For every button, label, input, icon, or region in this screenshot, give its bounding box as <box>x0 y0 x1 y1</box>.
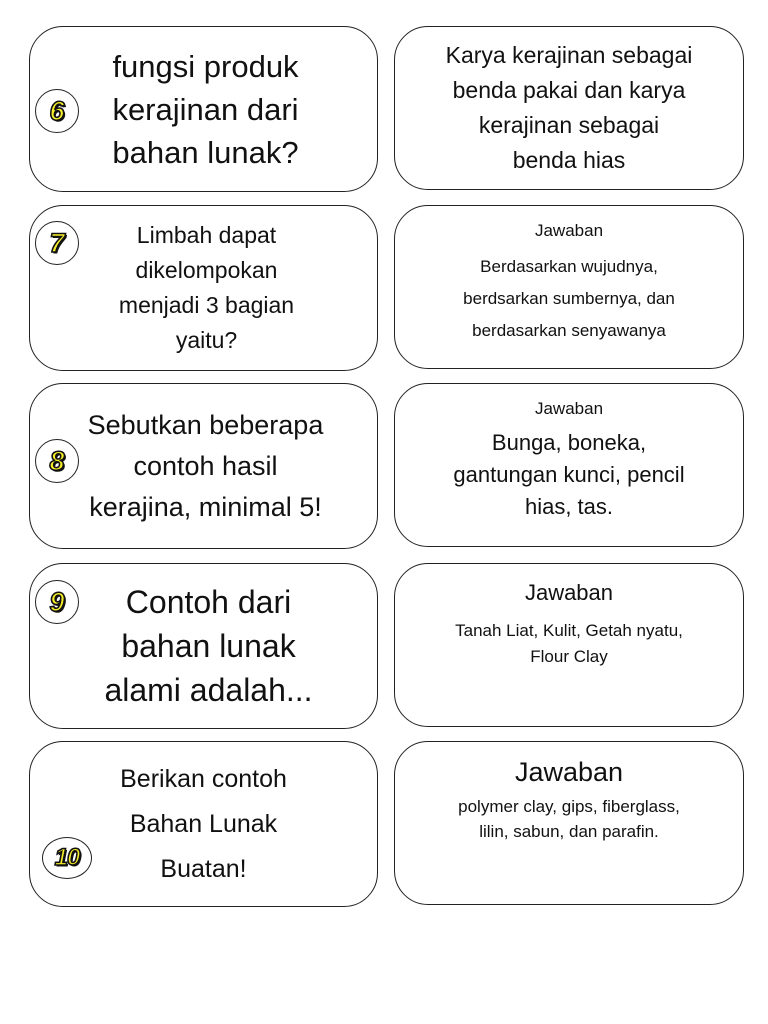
question-card-9 <box>29 563 378 729</box>
question-line: Limbah dapat <box>136 222 277 248</box>
answer-line: hias, tas. <box>524 494 614 519</box>
number-label: 10 <box>54 844 80 871</box>
question-card-6 <box>29 26 378 192</box>
question-line: dikelompokan <box>135 257 278 283</box>
answer-text <box>395 742 743 904</box>
answer-line: benda pakai dan karya <box>452 77 686 103</box>
answer-line: Karya kerajinan sebagai <box>445 42 693 68</box>
answer-text <box>395 206 743 368</box>
question-text <box>30 384 377 548</box>
answer-line: berdasarkan senyawanya <box>472 321 666 340</box>
answer-label: Jawaban <box>524 580 614 605</box>
answer-line: Tanah Liat, Kulit, Getah nyatu, <box>455 621 683 640</box>
answer-text <box>395 384 743 546</box>
question-line: Contoh dari <box>125 584 292 620</box>
question-line: Bahan Lunak <box>129 809 278 838</box>
answer-label: Jawaban <box>514 757 624 787</box>
question-line: yaitu? <box>175 327 238 353</box>
answer-line: Bunga, boneka, <box>491 430 647 455</box>
question-line: Sebutkan beberapa <box>87 409 324 440</box>
number-label: 8 <box>49 445 65 476</box>
answer-text <box>395 564 743 726</box>
question-line: kerajina, minimal 5! <box>89 491 322 522</box>
question-line: alami adalah... <box>104 672 313 708</box>
answer-label: Jawaban <box>534 399 604 418</box>
answer-line: berdsarkan sumbernya, dan <box>463 289 675 308</box>
answer-card-9 <box>394 563 744 727</box>
question-text <box>30 27 377 191</box>
question-card-8 <box>29 383 378 549</box>
answer-line: polymer clay, gips, fiberglass, <box>458 797 680 816</box>
answer-line: gantungan kunci, pencil <box>453 462 685 487</box>
question-line: bahan lunak <box>121 628 296 664</box>
question-line: contoh hasil <box>133 450 278 481</box>
number-label: 6 <box>49 95 65 126</box>
answer-card-6 <box>394 26 744 190</box>
number-label: 9 <box>49 586 65 617</box>
answer-card-8 <box>394 383 744 547</box>
answer-card-10 <box>394 741 744 905</box>
answer-text <box>395 27 743 189</box>
question-card-10 <box>29 741 378 907</box>
answer-line: kerajinan sebagai <box>478 112 660 138</box>
question-text <box>30 742 377 906</box>
question-line: Buatan! <box>160 854 247 883</box>
answer-card-7 <box>394 205 744 369</box>
question-line: bahan lunak? <box>112 134 299 170</box>
answer-line: Flour Clay <box>530 647 608 666</box>
answer-line: lilin, sabun, dan parafin. <box>479 822 659 841</box>
number-label: 7 <box>49 227 65 258</box>
answer-line: benda hias <box>512 147 626 173</box>
question-text <box>30 206 377 370</box>
answer-label: Jawaban <box>534 221 604 240</box>
answer-line: Berdasarkan wujudnya, <box>480 257 658 276</box>
question-card-7 <box>29 205 378 371</box>
question-line: kerajinan dari <box>112 91 299 127</box>
question-text <box>30 564 377 728</box>
question-line: fungsi produk <box>112 48 299 84</box>
question-line: menjadi 3 bagian <box>118 292 295 318</box>
question-line: Berikan contoh <box>120 764 287 793</box>
